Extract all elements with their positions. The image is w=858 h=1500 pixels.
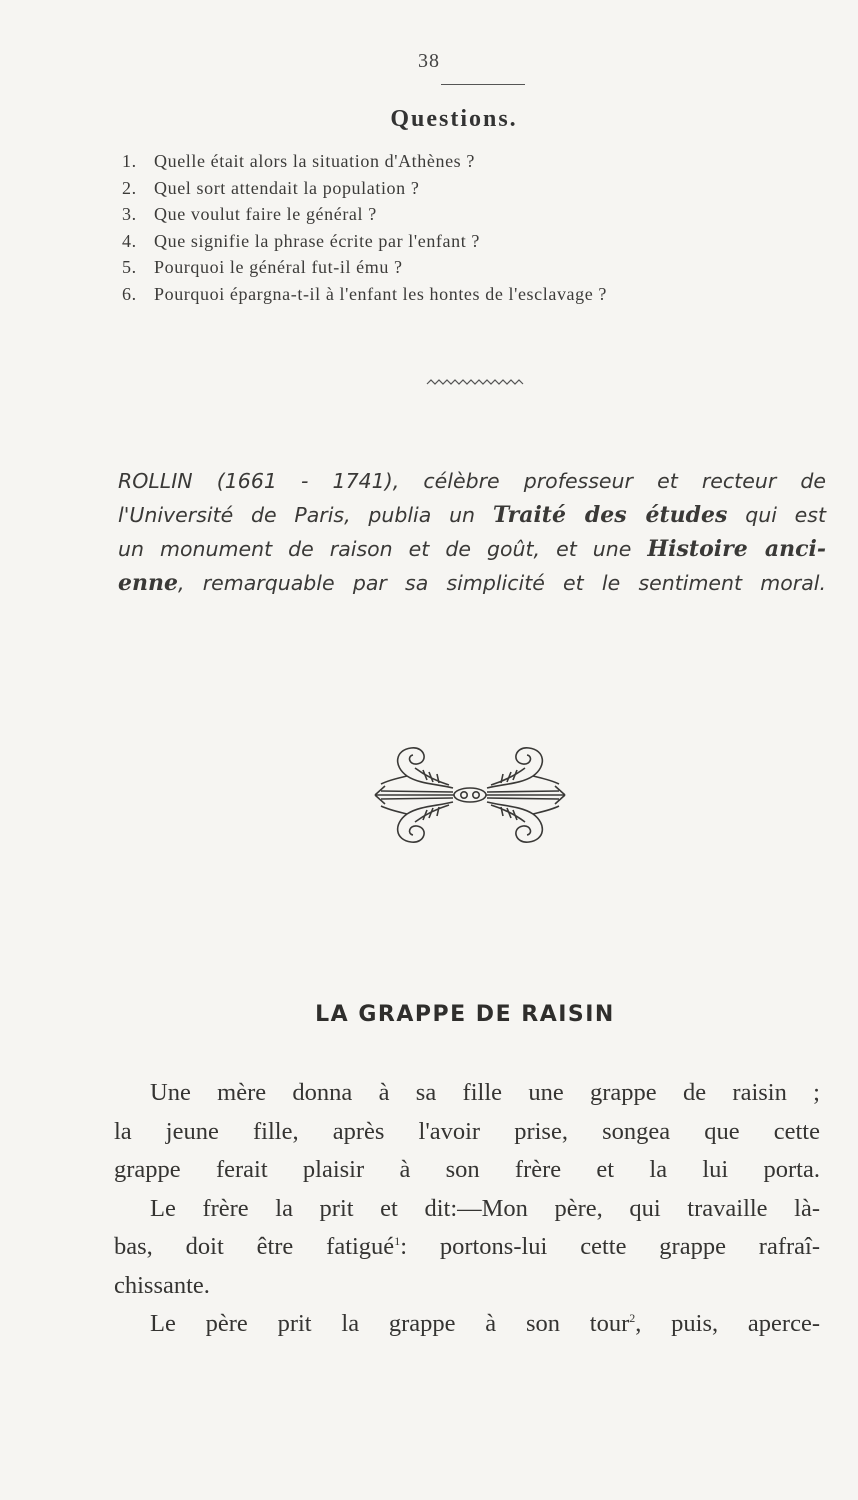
author-biography: [118, 464, 826, 600]
story-line: Le frère la prit et dit:—Mon père, qui travaille là-: [150, 1194, 820, 1222]
wavy-divider-icon: [425, 378, 525, 390]
book-title-traite: Traité des études: [492, 502, 728, 528]
page-number-rule: [441, 84, 525, 85]
story-line: chissante.: [114, 1271, 210, 1299]
question-item: 2. Quel sort attendait la population ?: [122, 177, 420, 198]
bio-line: l'Université de Paris, publia un Traité des études qui est: [118, 502, 826, 528]
question-item: 6. Pourquoi épargna-t-il à l'enfant les hontes de l'esclavage ?: [122, 283, 608, 304]
story-line: la jeune fille, après l'avoir prise, songea que cette: [114, 1117, 820, 1145]
book-title-histoire: Histoire anci-: [647, 536, 826, 562]
footnote-marker: 2: [629, 1310, 636, 1325]
bio-line: enne, remarquable par sa simplicité et le sentiment moral.: [118, 570, 826, 596]
questions-heading: Questions.: [390, 106, 518, 132]
footnote-marker: 1: [394, 1233, 401, 1248]
question-item: 1. Quelle était alors la situation d'Athènes ?: [122, 151, 475, 171]
story-text: [114, 1074, 820, 1344]
story-line: bas, doit être fatigué$^1$: portons-lui cette grappe rafraî-: [114, 1233, 820, 1260]
story-line: Le père prit la grappe à son tour$^2$, puis, aperce-: [150, 1310, 821, 1337]
questions-list: [122, 148, 822, 307]
fleuron-ornament-icon: [367, 740, 573, 850]
question-item: 3. Que voulut faire le général ?: [122, 204, 377, 224]
story-line: Une mère donna à sa fille une grappe de raisin ;: [150, 1079, 820, 1106]
bio-line: un monument de raison et de goût, et une Histoire anci-: [118, 536, 826, 562]
story-line: grappe ferait plaisir à son frère et la lui porta.: [114, 1156, 820, 1183]
question-item: 4. Que signifie la phrase écrite par l'enfant ?: [122, 230, 481, 251]
bio-line: ROLLIN (1661 - 1741), célèbre professeur et recteur de: [118, 469, 826, 493]
question-item: 5. Pourquoi le général fut-il ému ?: [122, 257, 403, 277]
page-number: 38: [418, 50, 440, 72]
story-title: LA GRAPPE DE RAISIN: [315, 1002, 615, 1027]
